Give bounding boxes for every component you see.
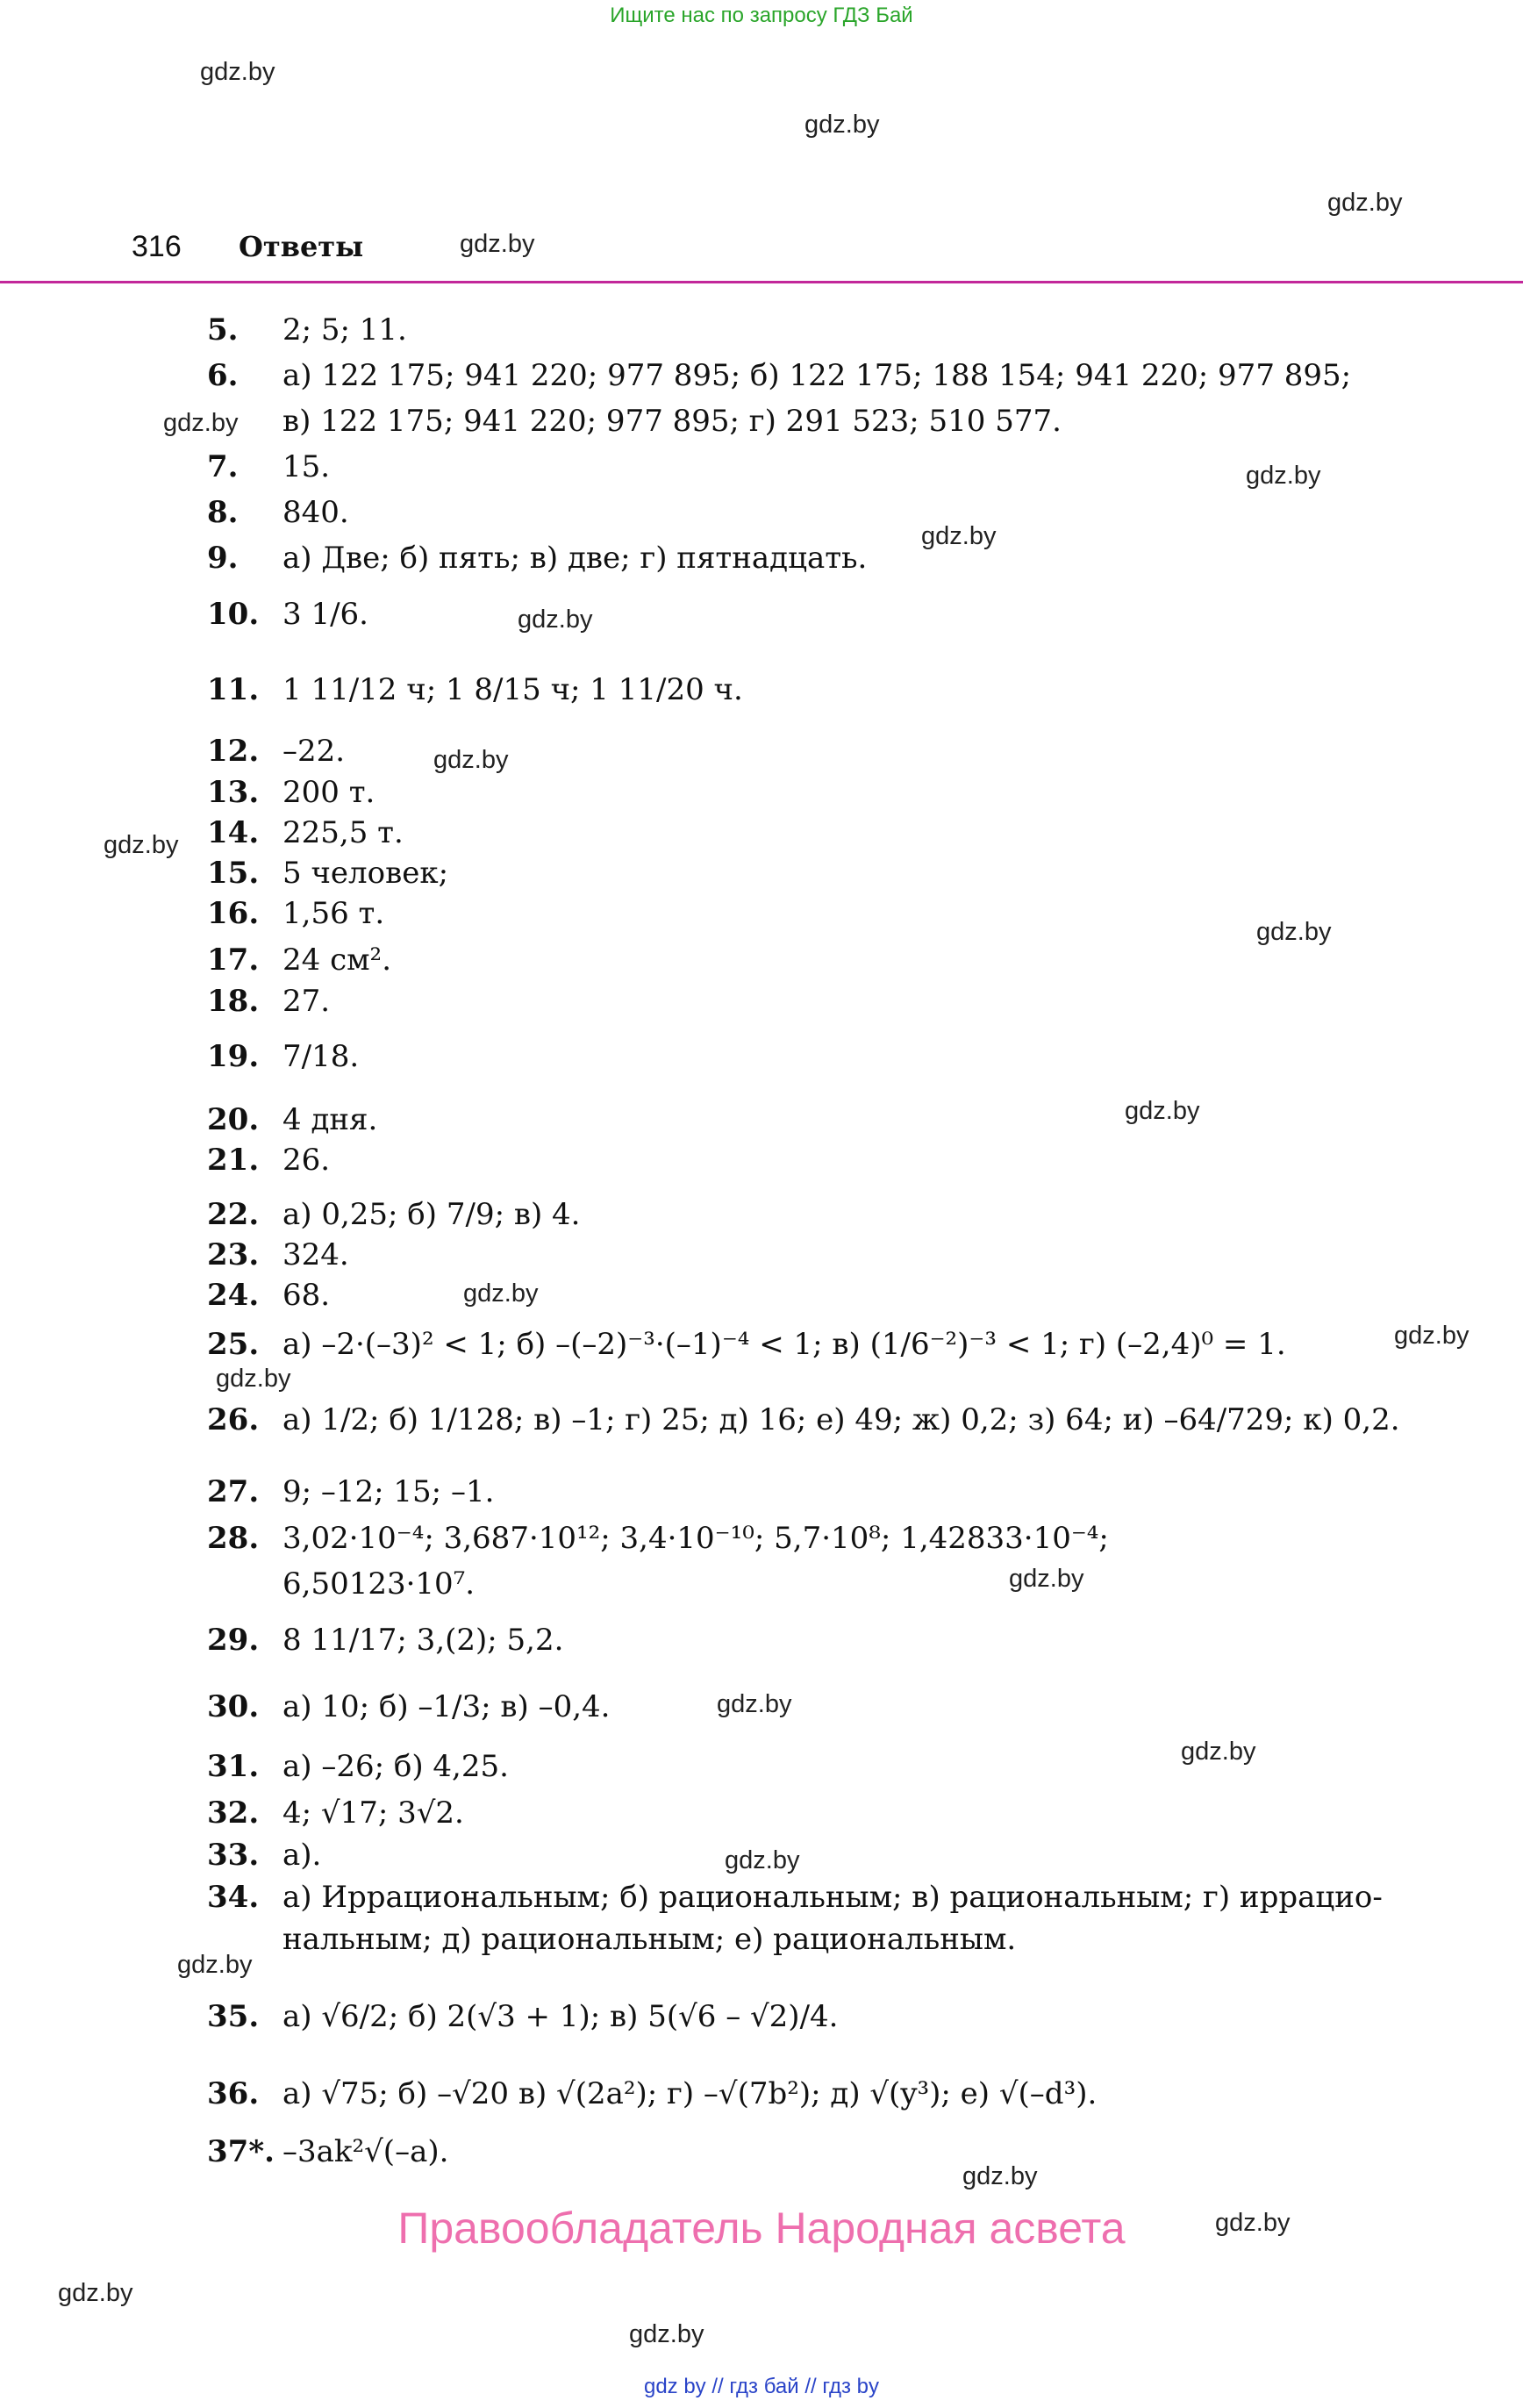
watermark: gdz.by	[1181, 1738, 1256, 1766]
answer-30: 30. а) 10; б) –1/3; в) –0,4.	[207, 1689, 611, 1724]
answer-19: 19. 7/18.	[207, 1039, 360, 1074]
answer-28-continued: 6,50123·10⁷.	[282, 1566, 475, 1602]
answer-17: 17. 24 см².	[207, 942, 391, 978]
watermark: gdz.by	[717, 1690, 792, 1718]
top-banner-link[interactable]: Ищите нас по запросу ГДЗ Бай	[610, 4, 913, 27]
watermark: gdz.by	[804, 111, 880, 139]
answer-34: 34. а) Иррациональным; б) рациональным; в) рациональным; г) иррацио-	[207, 1880, 1383, 1915]
watermark: gdz.by	[163, 409, 239, 437]
watermark: gdz.by	[177, 1951, 253, 1979]
answer-15: 15. 5 человек;	[207, 856, 449, 891]
answer-35: 35. а) √6/2; б) 2(√3 + 1); в) 5(√6 – √2)/4.	[207, 1999, 839, 2034]
watermark: gdz.by	[104, 831, 179, 859]
watermark: gdz.by	[58, 2279, 133, 2307]
answer-31: 31. а) –26; б) 4,25.	[207, 1749, 509, 1784]
answer-8: 8. 840.	[207, 495, 349, 530]
answer-11: 11. 1 11/12 ч; 1 8/15 ч; 1 11/20 ч.	[207, 672, 743, 707]
answer-6-continued: в) 122 175; 941 220; 977 895; г) 291 523; 510 577.	[282, 404, 1062, 439]
watermark: gdz.by	[433, 746, 509, 774]
answer-24: 24. 68.	[207, 1278, 331, 1313]
answer-27: 27. 9; –12; 15; –1.	[207, 1474, 495, 1509]
bottom-links[interactable]: gdz by // гдз бай // гдз by	[643, 2375, 880, 2398]
page-number: 316	[132, 230, 182, 263]
answer-10: 10. 3 1/6.	[207, 597, 368, 632]
watermark: gdz.by	[1256, 918, 1332, 946]
answer-18: 18. 27.	[207, 984, 331, 1019]
watermark: gdz.by	[1394, 1322, 1469, 1350]
answer-7: 7. 15.	[207, 449, 331, 484]
answer-25: 25. а) –2·(–3)² < 1; б) –(–2)⁻³·(–1)⁻⁴ < 1; в) (1/6⁻²)⁻³ < 1; г) (–2,4)⁰ = 1.	[207, 1327, 1286, 1362]
watermark: gdz.by	[962, 2162, 1038, 2190]
answer-5: 5. 2; 5; 11.	[207, 312, 407, 348]
answer-21: 21. 26.	[207, 1143, 331, 1178]
watermark: gdz.by	[1125, 1097, 1200, 1125]
answer-20: 20. 4 дня.	[207, 1102, 378, 1137]
answer-22: 22. а) 0,25; б) 7/9; в) 4.	[207, 1197, 581, 1232]
watermark: gdz.by	[725, 1846, 800, 1874]
watermark: gdz.by	[463, 1279, 539, 1308]
watermark: gdz.by	[216, 1365, 291, 1393]
watermark: gdz.by	[629, 2320, 704, 2348]
watermark: gdz.by	[1327, 189, 1403, 217]
answer-33: 33. а).	[207, 1838, 322, 1873]
copyright-notice: Правообладатель Народная асвета	[397, 2204, 1126, 2253]
answer-23: 23. 324.	[207, 1237, 349, 1272]
watermark: gdz.by	[518, 606, 593, 634]
watermark: gdz.by	[1009, 1565, 1084, 1593]
page-title: Ответы	[239, 230, 364, 263]
watermark: gdz.by	[460, 230, 535, 258]
header-divider	[0, 281, 1523, 283]
answer-28: 28. 3,02·10⁻⁴; 3,687·10¹²; 3,4·10⁻¹⁰; 5,7·10⁸; 1,42833·10⁻⁴;	[207, 1521, 1109, 1556]
answer-12: 12. –22.	[207, 734, 346, 769]
answer-37: 37*. –3ak²√(–a).	[207, 2134, 449, 2169]
answer-29: 29. 8 11/17; 3,(2); 5,2.	[207, 1623, 564, 1658]
answer-9: 9. а) Две; б) пять; в) две; г) пятнадцать.	[207, 541, 868, 576]
answer-6: 6. а) 122 175; 941 220; 977 895; б) 122 175; 188 154; 941 220; 977 895;	[207, 358, 1352, 393]
watermark: gdz.by	[1215, 2209, 1291, 2237]
answer-36: 36. а) √75; б) –√20 в) √(2a²); г) –√(7b²); д) √(y³); е) √(–d³).	[207, 2076, 1098, 2111]
answer-14: 14. 225,5 т.	[207, 815, 404, 850]
answer-13: 13. 200 т.	[207, 775, 375, 810]
answer-26: 26. а) 1/2; б) 1/128; в) –1; г) 25; д) 16; е) 49; ж) 0,2; з) 64; и) –64/729; к) 0,2.	[207, 1402, 1400, 1437]
watermark: gdz.by	[921, 522, 997, 550]
watermark: gdz.by	[1246, 462, 1321, 490]
watermark: gdz.by	[200, 58, 275, 86]
answer-34-continued: нальным; д) рациональным; е) рациональным.	[282, 1922, 1017, 1957]
answer-32: 32. 4; √17; 3√2.	[207, 1795, 464, 1831]
answer-16: 16. 1,56 т.	[207, 896, 385, 931]
